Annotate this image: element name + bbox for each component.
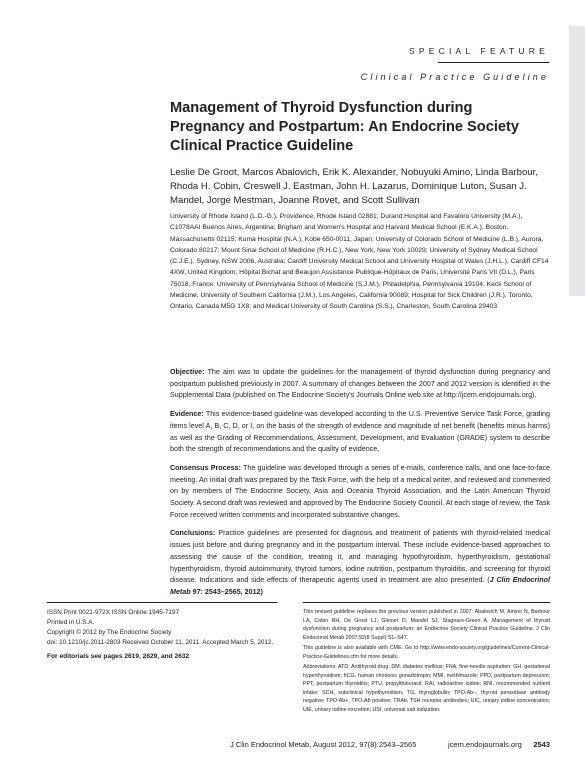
doi-line: doi: 10.1210/jc.2011-2803 Received October 11, 2011. Accepted March 5, 2012. (47, 639, 274, 646)
citation-tail: 97: 2543–2565, 2012) (190, 587, 263, 596)
objective-text: The aim was to update the guidelines for the management of thyroid dysfunction during pregnancy and postpartum published previously in 2007. A summary of changes between the 2007 and 2012 version is identified in the Supplemental Data (published on The Endocrine Society's Journals Online web site at http://jcem.endojournals.org). (170, 368, 550, 400)
header-rule (438, 62, 549, 63)
evidence-text: This evidence-based guideline was developed according to the U.S. Preventive Service Task Force, grading items level A, B, C, D, or I, on the basis of the strength of evidence and magnitude of net benefit (benefits minus harms) as well as the Grading of Recommendations, Assessment, Development, and Evaluation (GRADE) system to describe both the strength of recommendations and the quality of evidence. (170, 410, 550, 454)
citation-journal: J Clin Endocrinol Metab (170, 576, 550, 596)
note-cme: This guideline is also available with CME. Go to http://www.endo-society.org/guidelines/Current-Clinical-Practice-Guidelines.cfm for more details. (303, 645, 550, 660)
side-tab-decoration (569, 26, 585, 296)
footer-site: jcem.endojournals.org (448, 740, 522, 749)
subsection-header: Clinical Practice Guideline (360, 72, 549, 82)
left-divider (47, 602, 277, 603)
page-number: 2543 (533, 740, 550, 749)
editorials-note: For editorials see pages 2619, 2629, and 2632 (47, 653, 190, 660)
article-title: Management of Thyroid Dysfunction during Pregnancy and Postpartum: An Endocrine Society Clinical Practice Guideline (170, 100, 519, 154)
abstract-evidence (170, 409, 550, 456)
objective-label: Objective: (170, 368, 205, 376)
footnotes (303, 608, 550, 716)
right-divider (303, 602, 550, 603)
evidence-label: Evidence: (170, 410, 204, 419)
footer-reference: J Clin Endocrinol Metab, August 2012, 97(8):2543–2565 (230, 740, 417, 749)
conclusions-label: Conclusions: (170, 529, 216, 538)
printed-line: Printed in U.S.A. (47, 619, 95, 626)
abstract (170, 367, 550, 606)
section-header: SPECIAL FEATURE (409, 46, 549, 56)
note-revision: This revised guideline replaces the previous version published in 2007: Abalovich M, Amino N, Barbour LA, Cobin RH, De Groot LJ, Glinoer D, Mandel SJ, Stagnaro-Green A. Management of thyroid dysfunction during pregnancy and postpartum: an Endocrine Society Clinical Practice Guideline. J Clin Endocrinol Metab 2007;92(8 Suppl):S1–S47. (303, 609, 550, 641)
abstract-consensus (170, 463, 550, 522)
consensus-text: The guideline was developed through a series of e-mails, conference calls, and one face-to-face meeting. An initial draft was prepared by the Task Force, with the help of a medical writer, and reviewed and commented on by members of The Endocrine Society, Asia and Oceania Thyroid Association, and the Latin American Thyroid Society. A second draft was reviewed and approved by The Endocrine Society Council. At each stage of review, the Task Force received written comments and incorporated substantive changes. (170, 463, 551, 519)
affiliations: University of Rhode Island (L.D.-G.), Providence, Rhode Island 02881; Durand Hospital and Favaloro University (M.A.), C1078AAI Buenos Aires, Argentina; Brigham and Women's Hospital and Harvard Medical School (E.K.A.), Boston, Massachusetts 02115; Kuma Hospital (N.A.), Kobe 650-0011, Japan; University of Colorado School of Medicine (L.B.), Aurora, Colorado 80217; Mount Sinai School of Medicine (R.H.C.), New York, New York 10029; University of Sydney Medical School (C.J.E.), Sydney, NSW 2006, Australia; Cardiff University Medical School and University Hospital of Wales (J.H.L.), Cardiff CF14 4XW, United Kingdom; Hôpital Bichat and Beaujon Assistance Publique-Hôpitaux de Paris, Université Paris VII (D.L.), Paris 75018, France; University of Pennsylvania School of Medicine (S.J.M.), Philadelphia, Pennsylvania 19104; Keck School of Medicine, University of Southern California (J.M.), Los Angeles, California 90089; Hospital for Sick Children (J.R.), Toronto, Ontario, Canada M5G 1X8; and Medical University of South Carolina (S.S.), Charleston, South Carolina 29403 (170, 213, 549, 311)
copyright-line: Copyright © 2012 by The Endocrine Society (47, 629, 172, 636)
author-list: Leslie De Groot, Marcos Abalovich, Erik K. Alexander, Nobuyuki Amino, Linda Barbour, Rhoda H. Cobin, Creswell J. Eastman, John H. Lazarus, Dominique Luton, Susan J. Mandel, Jorge Mestman, Joanne Rovet, and Scott Sullivan (170, 167, 538, 206)
note-abbreviations: Abbreviations: ATD, Antithyroid drug; DM, diabetes mellitus; FNA, fine-needle aspiration; GH, gestational hyperthyroidism; hCG, human chorionic gonadotropin; MMI, methimazole; PPD, postpartum depression; PPT, postpartum thyroiditis; PTU, propylthiouracil; RAI, radioactive iodine; RNI, recommended nutrient intake; SCH, subclinical hypothyroidism; TG, thyroglobulin; TPO-Ab−, thyroid peroxidase antibody negative; TPO-Ab+, TPO-Ab positive; TRAb, TSH receptor antibodies; UIC, urinary iodine concentration; UIE, urinary iodine excretion; USI, universal salt iodization. (303, 664, 550, 713)
publication-info (47, 608, 277, 662)
consensus-label: Consensus Process: (170, 463, 241, 472)
issn-line: ISSN Print 0021-972X ISSN Online 1945-7197 (47, 609, 180, 616)
abstract-objective (170, 367, 550, 402)
conclusions-text: Practice guidelines are presented for diagnosis and treatment of patients with thyroid-related medical issues just before and during pregnancy and in the postpartum interval. These include evidence-based approaches to assessing the cause of the condition, treating it, and managing hypothyroidism, hyperthyroidism, gestational hyperthyroidism, thyroid autoimmunity, thyroid tumors, iodine nutrition, postpartum thyroiditis, and screening for thyroid disease. Indications and side effects of therapeutic agents used in treatment are also presented. ( (170, 529, 550, 585)
abstract-conclusions (170, 528, 550, 598)
